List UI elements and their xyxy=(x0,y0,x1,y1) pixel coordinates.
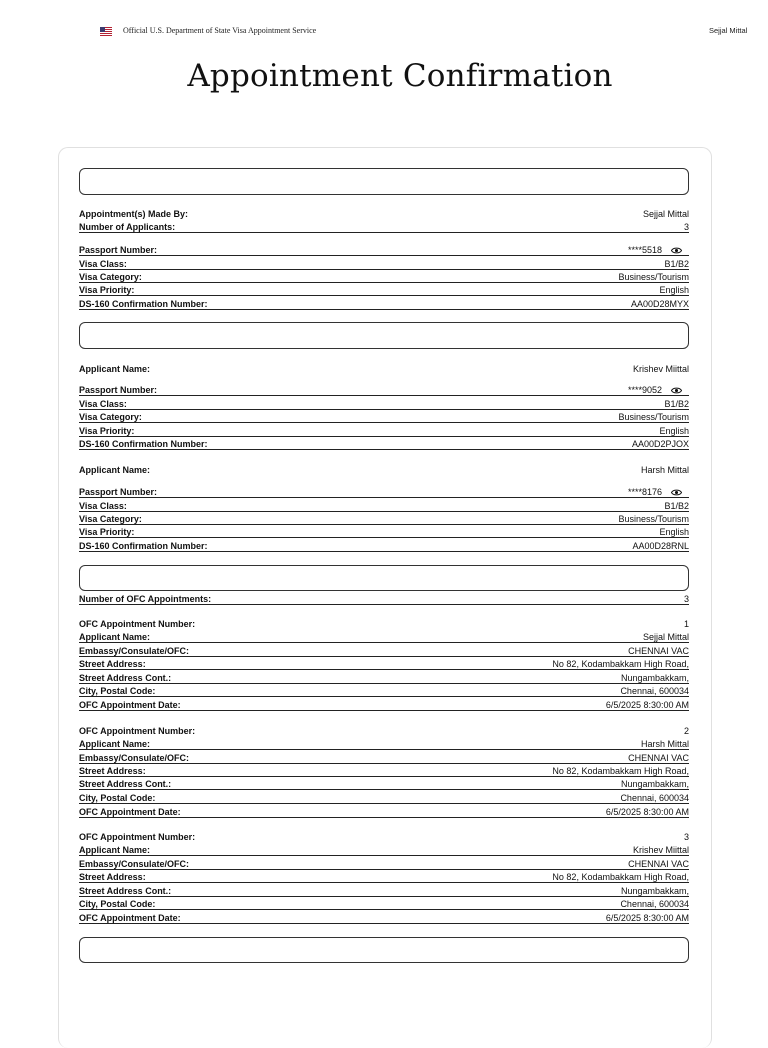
row-ofc-embassy: Embassy/Consulate/OFC: CHENNAI VAC xyxy=(79,856,689,870)
row-ofc-street: Street Address: No 82, Kodambakkam High Road, xyxy=(79,763,689,777)
row-ofc-applicant: Applicant Name: Harsh Mittal xyxy=(79,736,689,750)
official-service-text: Official U.S. Department of State Visa Appointment Service xyxy=(123,26,317,35)
row-applicant-count: Number of Applicants: 3 xyxy=(79,219,689,233)
row-ofc-applicant: Applicant Name: Krishev Miittal xyxy=(79,842,689,856)
row-visa-class: Visa Class: B1/B2 xyxy=(79,256,689,270)
row-ofc-street2: Street Address Cont.: Nungambakkam, xyxy=(79,883,689,897)
row-ofc-city: City, Postal Code: Chennai, 600034 xyxy=(79,683,689,697)
us-flag-icon xyxy=(100,27,112,36)
row-ofc-street2: Street Address Cont.: Nungambakkam, xyxy=(79,776,689,790)
show-passport-eye-icon[interactable] xyxy=(671,386,681,394)
section-header-consular xyxy=(79,937,689,963)
row-ds160: DS-160 Confirmation Number: AA00D2PJOX xyxy=(79,436,689,450)
row-visa-category: Visa Category: Business/Tourism xyxy=(79,409,689,423)
row-ofc-count: Number of OFC Appointments: 3 xyxy=(79,591,689,605)
row-ofc-date: OFC Appointment Date: 6/5/2025 8:30:00 AM xyxy=(79,910,689,924)
row-ds160: DS-160 Confirmation Number: AA00D28RNL xyxy=(79,538,689,552)
row-ofc-city: City, Postal Code: Chennai, 600034 xyxy=(79,790,689,804)
row-visa-priority: Visa Priority: English xyxy=(79,423,689,437)
section-header-ofc xyxy=(79,565,689,591)
row-applicant-name: Applicant Name: Krishev Miittal xyxy=(79,364,689,374)
row-ofc-number: OFC Appointment Number: 2 xyxy=(79,726,689,736)
row-visa-class: Visa Class: B1/B2 xyxy=(79,498,689,512)
row-visa-category: Visa Category: Business/Tourism xyxy=(79,269,689,283)
row-visa-category: Visa Category: Business/Tourism xyxy=(79,511,689,525)
row-visa-priority: Visa Priority: English xyxy=(79,282,689,296)
row-visa-priority: Visa Priority: English xyxy=(79,524,689,538)
row-passport: Passport Number: ****9052 xyxy=(79,377,689,396)
row-ofc-city: City, Postal Code: Chennai, 600034 xyxy=(79,896,689,910)
row-ofc-street: Street Address: No 82, Kodambakkam High Road, xyxy=(79,656,689,670)
row-passport: Passport Number: ****8176 xyxy=(79,479,689,498)
row-ofc-number: OFC Appointment Number: 3 xyxy=(79,832,689,842)
row-applicant-name: Applicant Name: Harsh Mittal xyxy=(79,465,689,475)
row-passport: Passport Number: ****5518 xyxy=(79,237,689,256)
row-ofc-date: OFC Appointment Date: 6/5/2025 8:30:00 AM xyxy=(79,804,689,818)
row-ds160: DS-160 Confirmation Number: AA00D28MYX xyxy=(79,296,689,310)
page-title: Appointment Confirmation xyxy=(187,58,613,94)
section-header-summary xyxy=(79,168,689,195)
top-bar xyxy=(0,0,768,62)
row-ofc-number: OFC Appointment Number: 1 xyxy=(79,619,689,629)
row-ofc-embassy: Embassy/Consulate/OFC: CHENNAI VAC xyxy=(79,643,689,657)
user-name[interactable]: Sejjal Mittal xyxy=(709,26,748,35)
row-ofc-applicant: Applicant Name: Sejjal Mittal xyxy=(79,629,689,643)
show-passport-eye-icon[interactable] xyxy=(671,246,681,254)
show-passport-eye-icon[interactable] xyxy=(671,488,681,496)
row-made-by: Appointment(s) Made By: Sejjal Mittal xyxy=(79,209,689,219)
row-ofc-embassy: Embassy/Consulate/OFC: CHENNAI VAC xyxy=(79,750,689,764)
row-ofc-street: Street Address: No 82, Kodambakkam High Road, xyxy=(79,869,689,883)
row-visa-class: Visa Class: B1/B2 xyxy=(79,396,689,410)
row-ofc-street2: Street Address Cont.: Nungambakkam, xyxy=(79,670,689,684)
section-header-applicants xyxy=(79,322,689,349)
row-ofc-date: OFC Appointment Date: 6/5/2025 8:30:00 AM xyxy=(79,697,689,711)
